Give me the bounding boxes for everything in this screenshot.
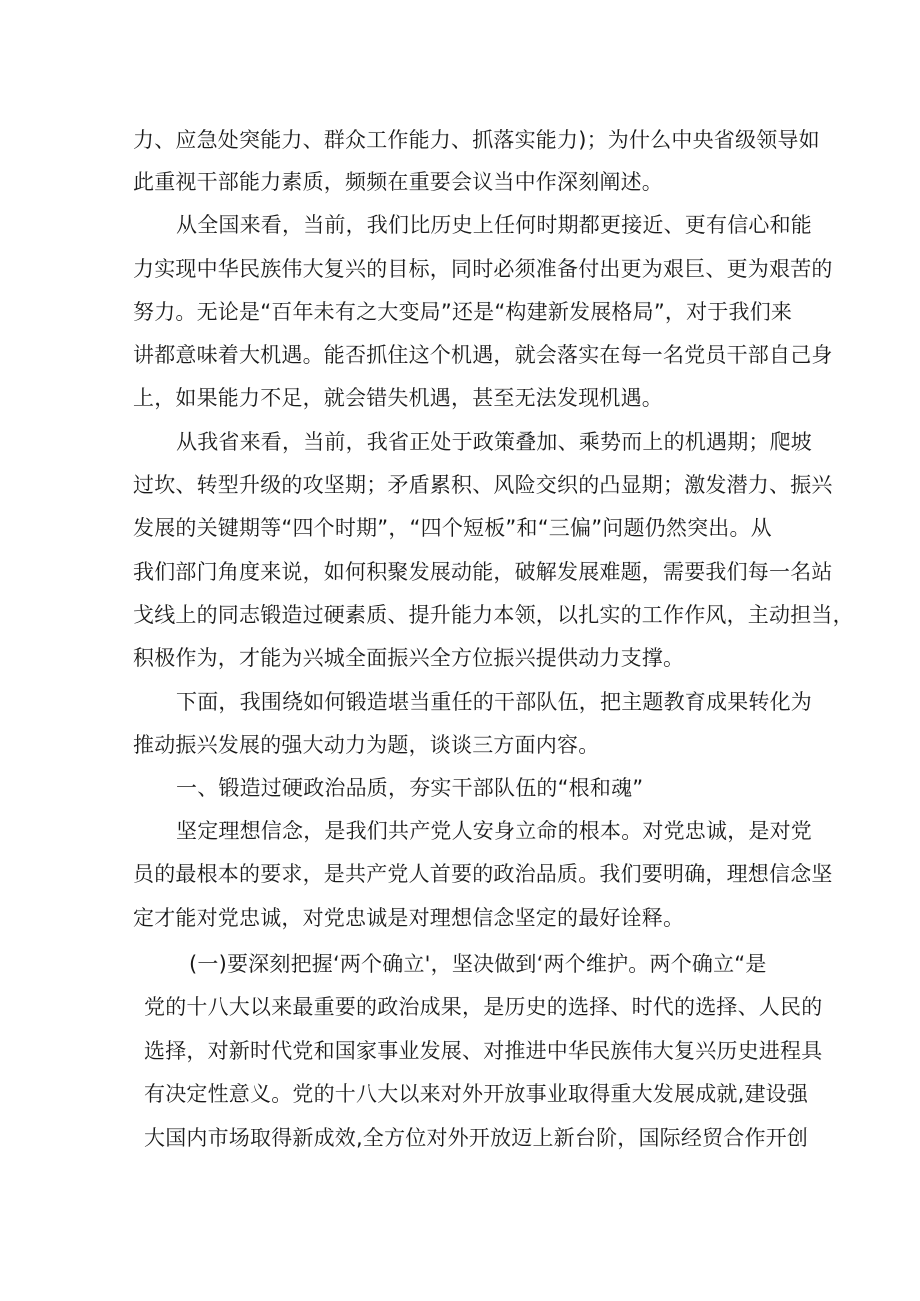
text-line: 力、应急处突能力、群众工作能力、抓落实能力)；为什么中央省级领导如 [133, 128, 820, 152]
text-line: 从我省来看，当前，我省正处于政策叠加、乘势而上的机遇期；爬坡 [176, 430, 812, 454]
text-line: 努力。无论是“百年未有之大变局”还是“构建新发展格局”，对于我们来 [133, 300, 793, 324]
text-line: 员的最根本的要求，是共产党人首要的政治品质。我们要明确，理想信念坚 [133, 862, 833, 886]
text-line: 积极作为，才能为兴城全面振兴全方位振兴提供动力支撑。 [133, 646, 685, 670]
text-line: 戈线上的同志锻造过硬素质、提升能力本领，以扎实的工作作风，主动担当， [133, 603, 854, 627]
text-line: 上，如果能力不足，就会错失机遇，甚至无法发现机遇。 [133, 386, 663, 410]
text-line: 此重视干部能力素质，频频在重要会议当中作深刻阐述。 [133, 170, 663, 194]
text-line: 大国内市场取得新成效,全方位对外开放迈上新台阶，国际经贸合作开创 [144, 1126, 809, 1150]
subsection-heading: (一)要深刻把握‘两个确立'，坚决做到‘两个维护。两个确立“是 [189, 952, 767, 976]
text-line: 讲都意味着大机遇。能否抓住这个机遇，就会落实在每一名党员干部自己身 [133, 343, 833, 367]
text-line: 选择，对新时代党和国家事业发展、对推进中华民族伟大复兴历史进程具 [144, 1039, 823, 1063]
text-line: 力实现中华民族伟大复兴的目标，同时必须准备付出更为艰巨、更为艰苦的 [133, 257, 833, 281]
text-line: 下面，我围绕如何锻造堪当重任的干部队伍，把主题教育成果转化为 [176, 690, 812, 714]
text-line: 定才能对党忠诚，对党忠诚是对理想信念坚定的最好诠释。 [133, 906, 685, 930]
text-line: 发展的关键期等“四个时期”，“四个短板”和“三偏”问题仍然突出。从 [133, 516, 772, 540]
text-line: 有决定性意义。党的十八大以来对外开放事业取得重大发展成就,建设强 [144, 1082, 809, 1106]
text-line: 党的十八大以来最重要的政治成果，是历史的选择、时代的选择、人民的 [144, 995, 823, 1019]
text-line: 我们部门角度来说，如何积聚发展动能，破解发展难题，需要我们每一名站 [133, 560, 833, 584]
text-line: 推动振兴发展的强大动力为题，谈谈三方面内容。 [133, 733, 600, 757]
text-line: 从全国来看，当前，我们比历史上任何时期都更接近、更有信心和能 [176, 213, 812, 237]
text-line: 坚定理想信念，是我们共产党人安身立命的根本。对党忠诚，是对党 [176, 819, 812, 843]
text-line: 过坎、转型升级的攻坚期；矛盾累积、风险交织的凸显期；激发潜力、振兴 [133, 473, 833, 497]
section-heading: 一、锻造过硬政治品质，夯实干部队伍的“根和魂” [176, 776, 644, 800]
